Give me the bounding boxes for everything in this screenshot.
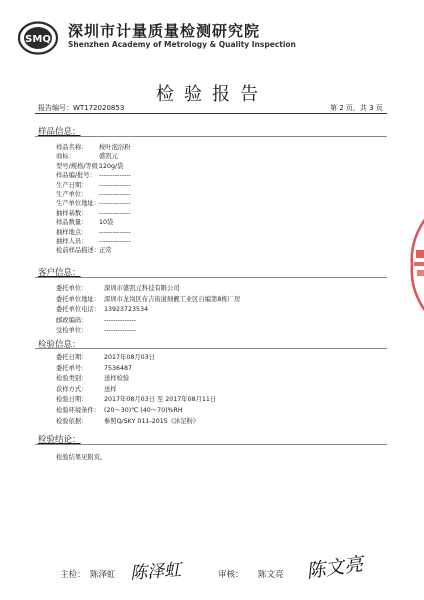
- info-row-label: 抽样地点：: [56, 228, 88, 236]
- info-row: [56, 198, 131, 207]
- info-row-value: 桉叶泡浴粉: [99, 144, 131, 151]
- info-row-value: 10袋: [99, 219, 114, 227]
- info-row-value: 2017年08月03日 至 2017年08月11日: [104, 396, 217, 404]
- info-row: [56, 170, 131, 179]
- reviewer-label: 审核：: [218, 570, 244, 580]
- info-row-value: (20～30)℃ (40～70)%RH: [104, 407, 183, 414]
- info-row-label: 委托单位地址：: [56, 295, 101, 303]
- info-row-value: 正常: [99, 247, 112, 255]
- info-row-label: 生产单位地址：: [56, 200, 101, 208]
- header-divider: [35, 113, 387, 114]
- info-row-label: 样品名称：: [56, 144, 88, 151]
- info-row: [56, 151, 118, 160]
- info-row-value: 盛凯元: [99, 153, 118, 161]
- org-name-en: Shenzhen Academy of Metrology & Quality Inspection: [68, 40, 296, 49]
- info-row-value: --------------: [99, 191, 131, 198]
- report-number-label: 报告编号：: [38, 104, 73, 112]
- info-row-value: 深圳市龙岗区布吉街道细靓工业区自编第8栋厂房: [104, 295, 241, 303]
- logo-text: SMQ: [25, 34, 51, 45]
- sample-info-divider: [35, 136, 387, 137]
- info-row-label: 委托单位电话：: [56, 306, 101, 314]
- info-row: [56, 180, 131, 189]
- info-row-value: --------------: [99, 209, 131, 217]
- info-row: [56, 227, 131, 236]
- info-row: [56, 394, 216, 403]
- org-name-cn: 深圳市计量质量检测研究院: [68, 22, 261, 40]
- info-row-label: 检验环境条件：: [56, 407, 101, 414]
- info-row-label: 检验日期：: [56, 396, 88, 404]
- report-title: 检验报告: [156, 84, 268, 105]
- report-number-value: WT172020853: [73, 104, 125, 112]
- inspection-info-divider: [35, 348, 387, 349]
- info-row: [56, 352, 155, 361]
- sample-info-title: 样品信息：: [38, 127, 81, 137]
- conclusion-text: 检验结果见附页。: [56, 454, 107, 461]
- info-row-label: 样品编/批号：: [56, 172, 96, 180]
- info-row-value: 送样: [104, 385, 117, 393]
- info-row-label: 委托单号：: [56, 364, 88, 372]
- chief-inspector-signature: 陈泽虹: [129, 560, 182, 584]
- info-row: [56, 142, 130, 151]
- info-row-label: 样品数量：: [56, 219, 88, 227]
- info-row: [56, 245, 112, 254]
- client-info-divider: [35, 277, 387, 278]
- conclusion-divider: [35, 444, 387, 445]
- info-row: [56, 294, 240, 303]
- info-row-value: 参照Q/SKY 011-2015《沐足粉》: [104, 417, 200, 425]
- info-row: [56, 363, 132, 372]
- info-row-label: 抽样基数：: [56, 209, 88, 217]
- info-row-label: 商标：: [56, 153, 75, 161]
- client-info-title: 客户信息：: [38, 268, 81, 278]
- info-row-label: 型号/规格/等级：: [56, 162, 105, 170]
- page-indicator: 第 2 页，共 3 页: [330, 104, 383, 112]
- info-row-value: 13923723534: [104, 306, 149, 314]
- info-row-label: 抽样人员：: [56, 238, 88, 245]
- info-row-value: 2017年08月03日: [104, 354, 155, 361]
- info-row: [56, 189, 131, 198]
- info-row-value: --------------: [99, 238, 131, 245]
- report-number: [38, 103, 124, 113]
- info-row: [56, 315, 136, 324]
- info-row: [56, 208, 131, 217]
- info-row-label: 检验依据：: [56, 417, 88, 425]
- info-row-value: 7536487: [104, 364, 133, 372]
- info-row: [56, 161, 123, 170]
- info-row: [56, 416, 199, 425]
- inspection-info-title: 检验信息：: [38, 340, 81, 350]
- info-row-value: 深圳市盛凯元科技有限公司: [104, 285, 180, 292]
- reviewer-name: 陈文亮: [258, 570, 284, 580]
- chief-inspector-label: 主检：: [60, 570, 86, 580]
- info-row-label: 生产日期：: [56, 181, 88, 189]
- info-row-value: --------------: [99, 228, 131, 236]
- info-row: [56, 373, 129, 382]
- info-row-label: 检前样品描述：: [56, 247, 101, 255]
- seam-stamp-icon: [404, 210, 424, 320]
- info-row: [56, 325, 136, 334]
- info-row-value: --------------: [99, 181, 131, 189]
- info-row-label: 邮政编码：: [56, 316, 88, 324]
- info-row-value: --------------: [104, 327, 136, 335]
- info-row: [56, 236, 131, 245]
- info-row-value: --------------: [99, 200, 131, 208]
- info-row-value: --------------: [104, 316, 136, 324]
- info-row-label: 检验类别：: [56, 375, 88, 383]
- conclusion-title: 检验结论：: [38, 435, 81, 445]
- info-row: [56, 384, 117, 393]
- info-row: [56, 304, 148, 313]
- info-row-value: 120g/袋: [99, 162, 124, 170]
- chief-inspector-name: 陈泽虹: [90, 570, 116, 580]
- info-row-label: 委托日期：: [56, 354, 88, 361]
- info-row-value: --------------: [99, 172, 131, 180]
- info-row-label: 受检单位：: [56, 327, 88, 335]
- info-row: [56, 217, 113, 226]
- institute-logo-icon: [18, 21, 62, 55]
- info-row-value: 送样检验: [104, 375, 130, 383]
- info-row-label: 委托单位：: [56, 285, 88, 292]
- info-row: [56, 405, 183, 414]
- info-row-label: 生产单位：: [56, 191, 88, 198]
- reviewer-signature: 陈文亮: [304, 553, 365, 583]
- info-row-label: 获样方式：: [56, 385, 88, 393]
- info-row: [56, 283, 180, 292]
